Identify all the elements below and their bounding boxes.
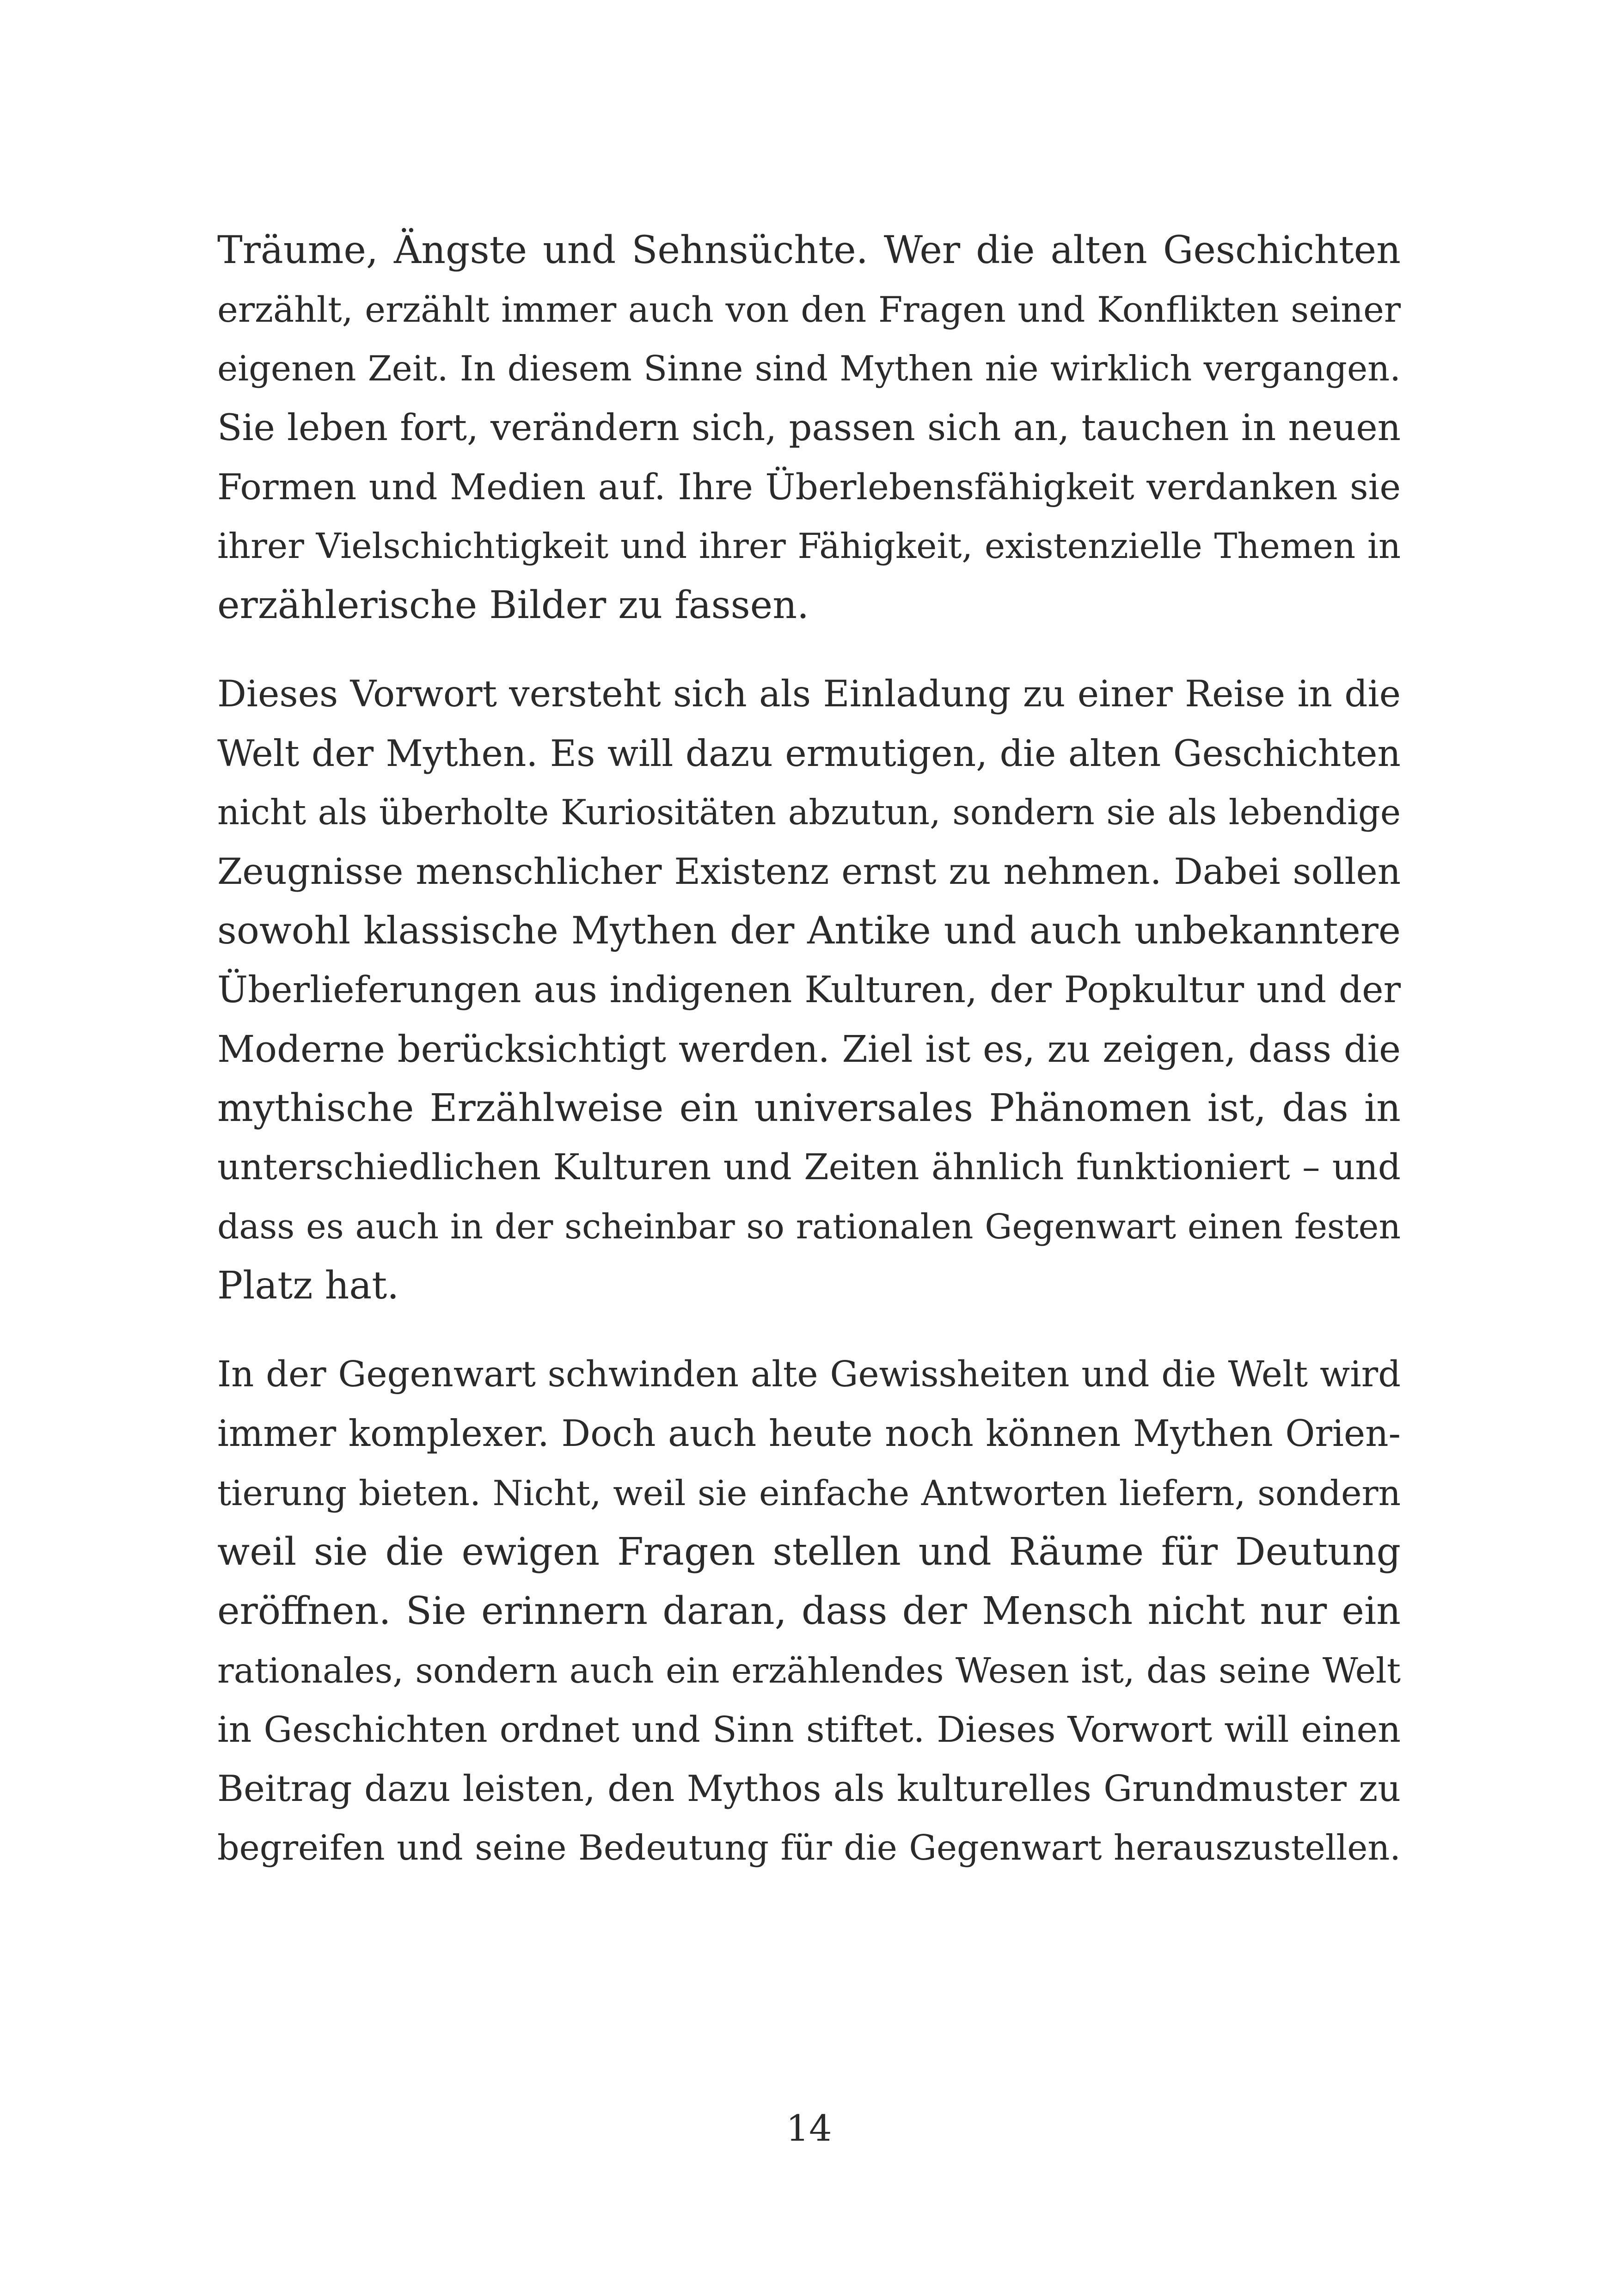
text-line: Zeugnisse menschlicher Existenz ernst zu nehmen. Dabei sollen xyxy=(217,851,1401,893)
text-line: erzählerische Bilder zu fassen. xyxy=(217,583,809,627)
text-line: Formen und Medien auf. Ihre Überlebensfähigkeit verdanken sie xyxy=(217,466,1401,508)
text-line: Welt der Mythen. Es will dazu ermutigen, die alten Geschichten xyxy=(217,732,1401,775)
paragraph-1 xyxy=(217,221,1401,635)
text-line: weil sie die ewigen Fragen stellen und Räume für Deutung xyxy=(217,1530,1401,1574)
text-line: unterschiedlichen Kulturen und Zeiten ähnlich funktioniert – und xyxy=(217,1147,1401,1188)
page-number: 14 xyxy=(786,2108,832,2149)
text-line: erzählt, erzählt immer auch von den Fragen und Konflikten seiner xyxy=(217,289,1401,330)
text-line: rationales, sondern auch ein erzählendes Wesen ist, das seine Welt xyxy=(217,1650,1401,1691)
paragraph-2 xyxy=(217,665,1401,1316)
text-line: eigenen Zeit. In diesem Sinne sind Mythen nie wirklich vergangen. xyxy=(217,349,1401,389)
text-line: eröffnen. Sie erinnern daran, dass der Mensch nicht nur ein xyxy=(217,1589,1401,1633)
text-line: begreifen und seine Bedeutung für die Gegenwart herauszustellen. xyxy=(217,1828,1401,1868)
text-line: tierung bieten. Nicht, weil sie einfache Antworten liefern, sondern xyxy=(217,1473,1401,1513)
text-line: immer komplexer. Doch auch heute noch können Mythen Orien- xyxy=(217,1413,1401,1455)
text-line: Dieses Vorwort versteht sich als Einladung zu einer Reise in die xyxy=(217,673,1401,715)
text-line: In der Gegenwart schwinden alte Gewissheiten und die Welt wird xyxy=(217,1354,1401,1395)
text-line: Beitrag dazu leisten, den Mythos als kulturelles Grundmuster zu xyxy=(217,1768,1401,1810)
text-line: Platz hat. xyxy=(217,1264,399,1308)
text-line: ihrer Vielschichtigkeit und ihrer Fähigkeit, existenzielle Themen in xyxy=(217,526,1401,566)
paragraph-3 xyxy=(217,1345,1401,1878)
body-text xyxy=(217,221,1401,1878)
text-line: in Geschichten ordnet und Sinn stiftet. Dieses Vorwort will einen xyxy=(217,1709,1401,1751)
text-line: nicht als überholte Kuriositäten abzutun, sondern sie als lebendige xyxy=(217,792,1401,833)
text-line: Überlieferungen aus indigenen Kulturen, der Popkultur und der xyxy=(217,969,1401,1011)
text-line: mythische Erzählweise ein universales Phänomen ist, das in xyxy=(217,1086,1401,1130)
text-line: sowohl klassische Mythen der Antike und auch unbekanntere xyxy=(217,909,1401,953)
text-line: Moderne berücksichtigt werden. Ziel ist es, zu zeigen, dass die xyxy=(217,1028,1401,1071)
text-line: Sie leben fort, verändern sich, passen sich an, tauchen in neuen xyxy=(217,407,1401,449)
text-line: dass es auch in der scheinbar so rationalen Gegenwart einen festen xyxy=(217,1207,1401,1247)
text-line: Träume, Ängste und Sehnsüchte. Wer die alten Geschichten xyxy=(217,228,1401,272)
